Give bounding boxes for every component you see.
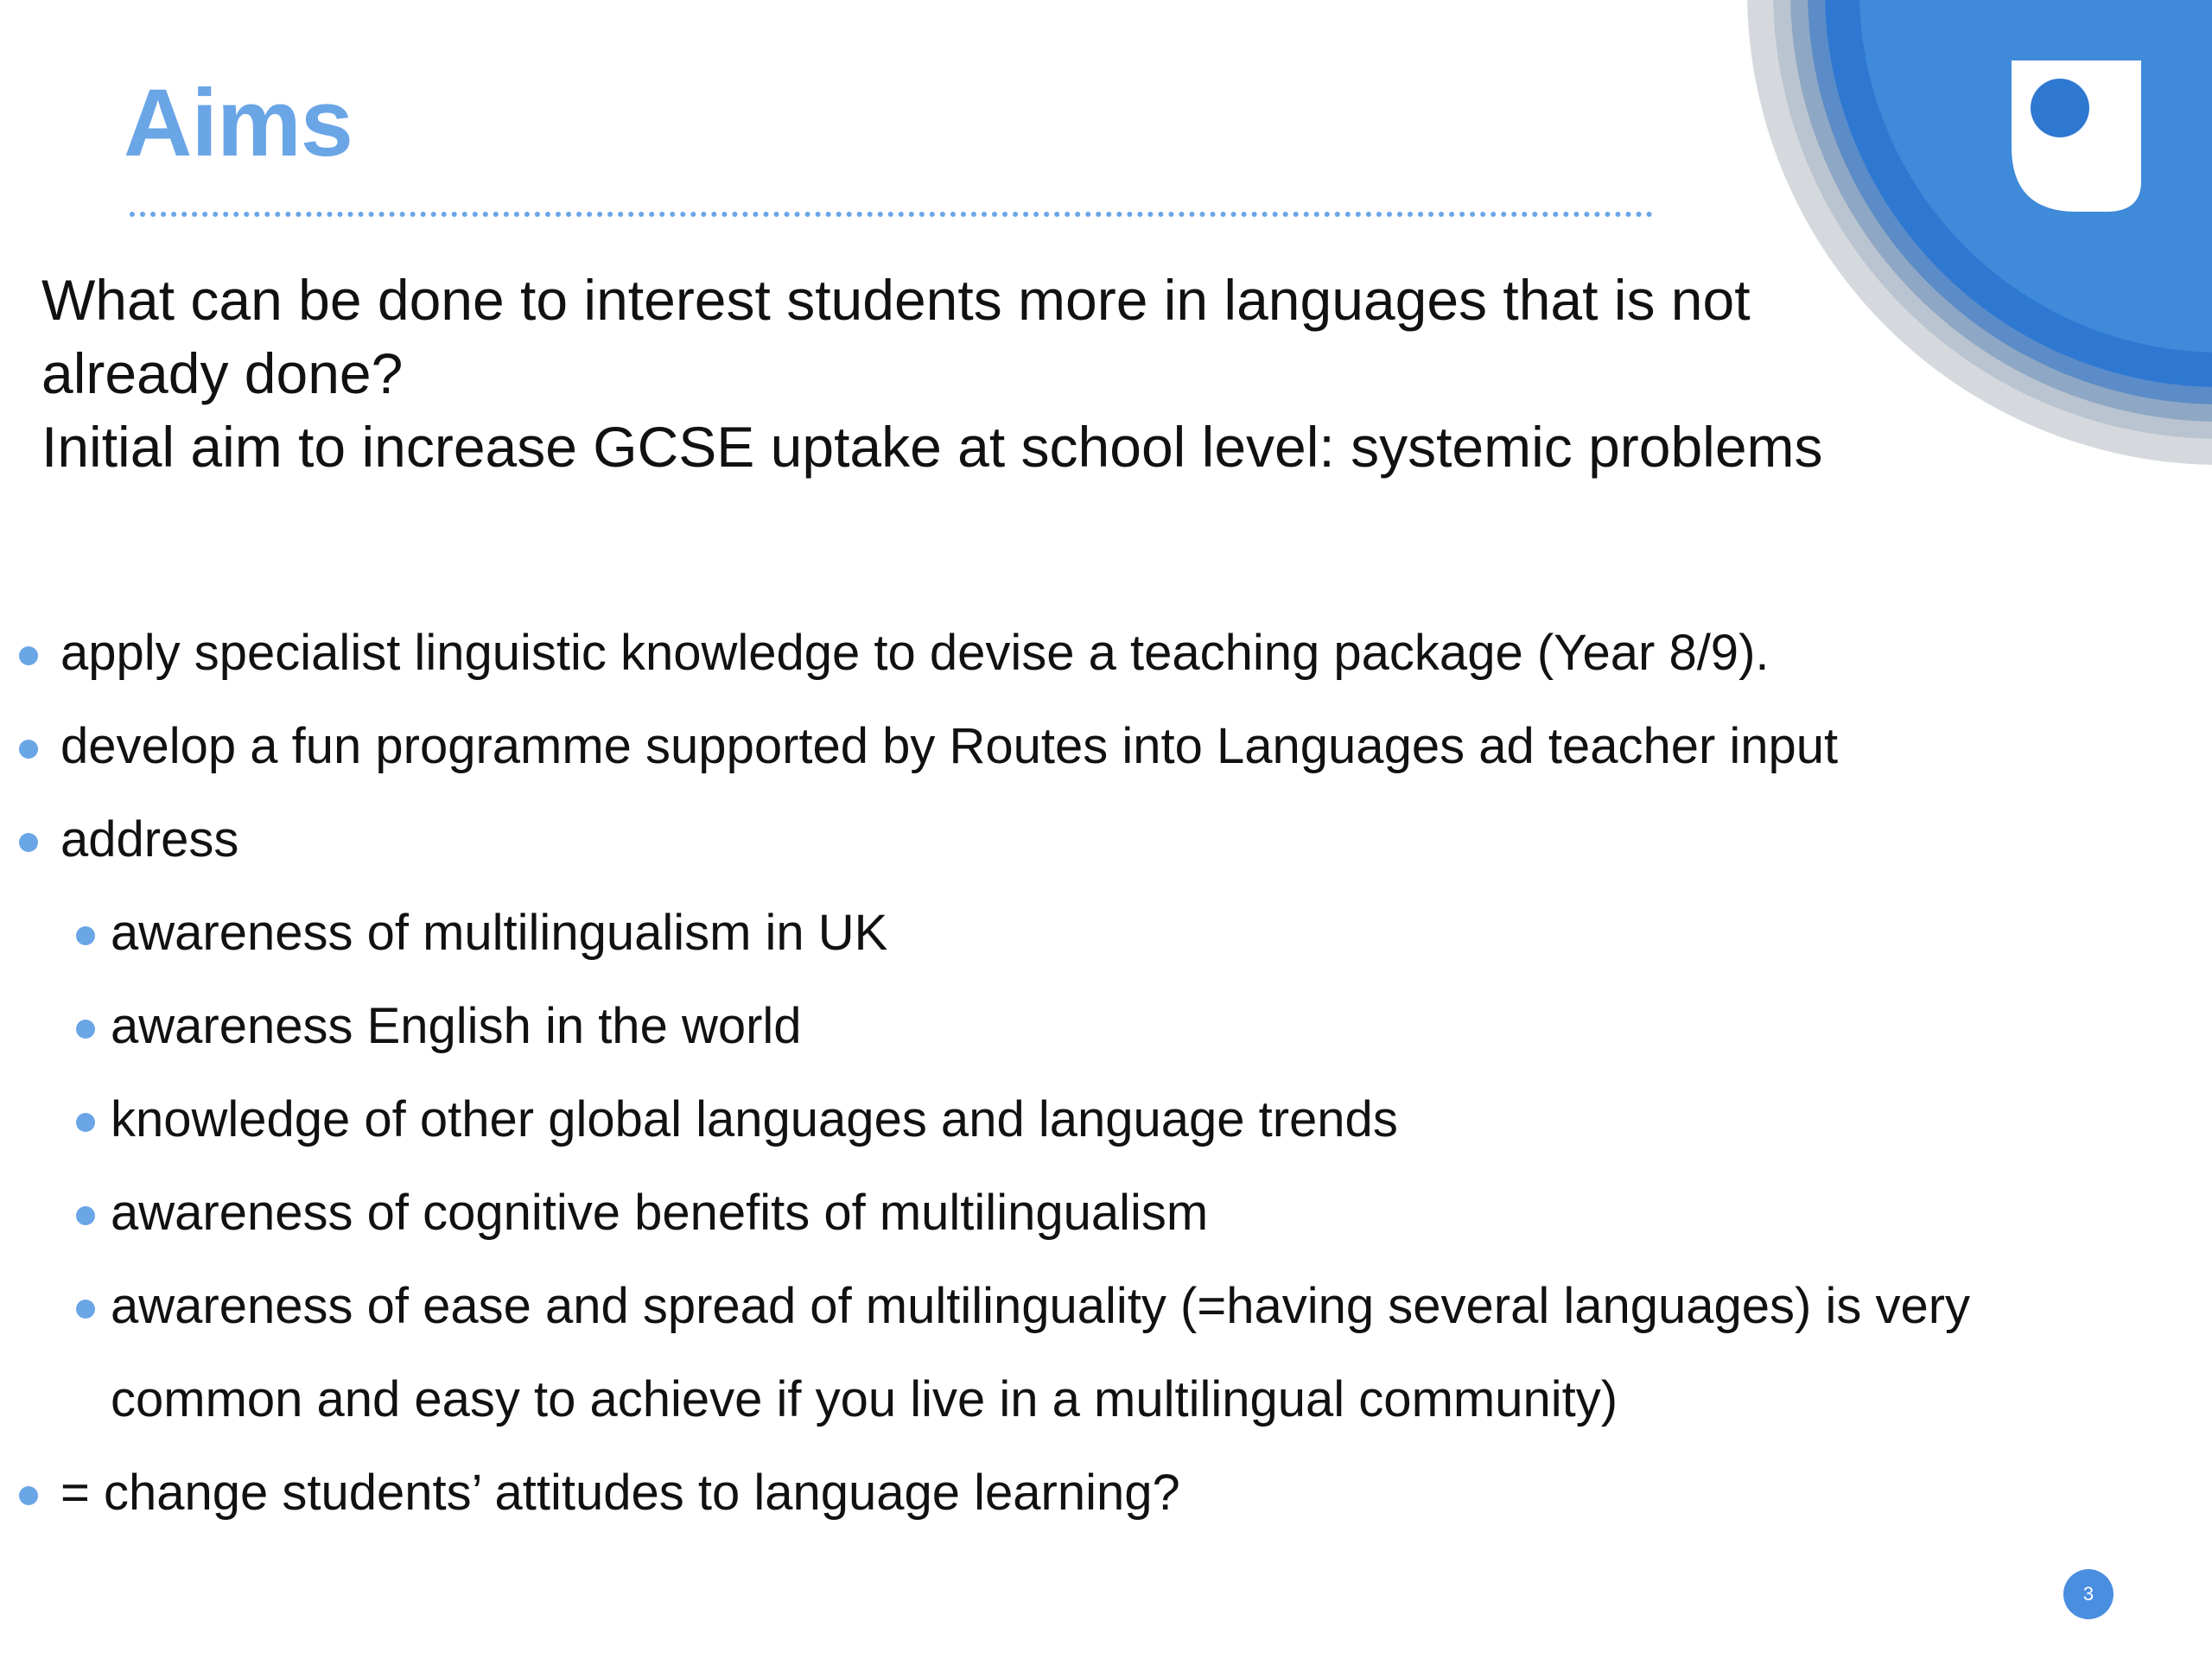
- list-item-text: awareness English in the world: [111, 998, 802, 1054]
- intro-aim: Initial aim to increase GCSE uptake at school level: systemic problems: [41, 415, 1823, 479]
- bullet-icon: [19, 740, 38, 759]
- list-item: [0, 793, 1987, 887]
- sub-list-item: [0, 1260, 1987, 1446]
- bullet-icon: [19, 646, 38, 665]
- bullet-icon: [19, 1486, 38, 1505]
- list-item-text: awareness of cognitive benefits of multilingualism: [111, 1185, 1209, 1241]
- sub-list-item: [0, 1073, 1987, 1166]
- list-item-text: apply specialist linguistic knowledge to devise a teaching package (Year 8/9).: [60, 625, 1770, 681]
- bullet-icon: [76, 1300, 95, 1319]
- list-item-text: knowledge of other global languages and language trends: [111, 1091, 1398, 1147]
- list-item: [0, 607, 1987, 700]
- list-item-text: develop a fun programme supported by Routes into Languages ad teacher input: [60, 718, 1839, 774]
- slide-title: Aims: [124, 70, 353, 176]
- list-item-text: = change students’ attitudes to language learning?: [60, 1465, 1180, 1521]
- bullet-icon: [76, 1206, 95, 1225]
- aims-list: [0, 607, 1987, 1540]
- list-item-text: awareness of multilingualism in UK: [111, 905, 888, 961]
- list-item-text: address: [60, 811, 239, 868]
- intro-text: [41, 264, 1908, 484]
- bullet-icon: [76, 1113, 95, 1132]
- bullet-icon: [19, 833, 38, 852]
- bullet-icon: [76, 1020, 95, 1039]
- bullet-icon: [76, 926, 95, 945]
- list-item: [0, 700, 1987, 793]
- sub-list-item: [0, 980, 1987, 1073]
- sub-list-item: [0, 1166, 1987, 1260]
- page-number-badge: 3: [2063, 1569, 2113, 1619]
- title-divider: [130, 212, 1653, 217]
- sub-list-item: [0, 887, 1987, 980]
- list-item-text: awareness of ease and spread of multilinguality (=having several languages) is very common and easy to achieve if you live in a multilingual community): [111, 1278, 1971, 1427]
- intro-question: What can be done to interest students more in languages that is not already done?: [41, 268, 1751, 405]
- list-item: [0, 1446, 1987, 1540]
